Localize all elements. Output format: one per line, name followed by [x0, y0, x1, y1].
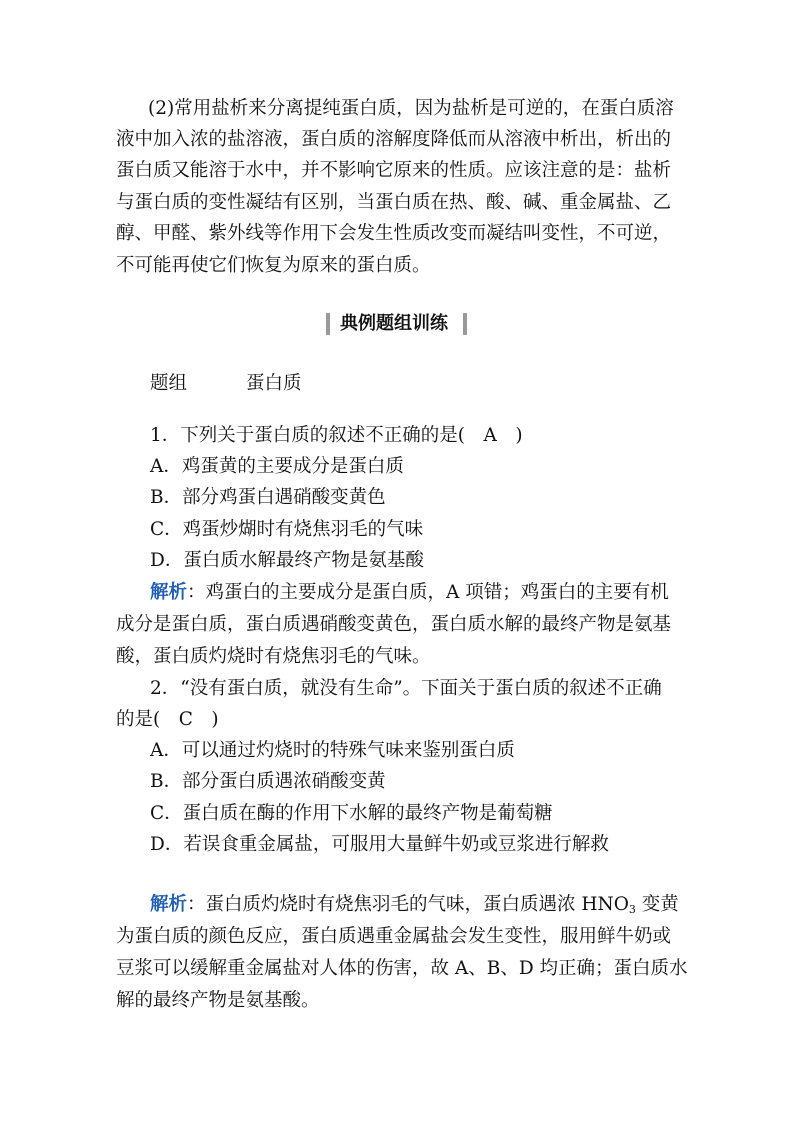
q1-option-c: C．鸡蛋炒煳时有烧焦羽毛的气味 [150, 519, 424, 540]
q1-analysis-line-2: 成分是蛋白质，蛋白质遇硝酸变黄色，蛋白质水解的最终产物是氨基 [116, 614, 672, 635]
q2-analysis-label: 解析 [150, 894, 188, 915]
intro-line-3: 蛋白质又能溶于水中，并不影响它原来的性质。应该注意的是：盐析 [116, 160, 672, 181]
q2-analysis-text-1b: 变黄 [635, 894, 679, 915]
q1-analysis-line-1 [150, 580, 669, 606]
title-bar-left [326, 313, 330, 335]
group-name: 蛋白质 [246, 373, 302, 394]
intro-line-2: 液中加入浓的盐溶液，蛋白质的溶解度降低而从溶液中析出，析出的 [116, 129, 672, 150]
q1-analysis-line-3: 酸，蛋白质灼烧时有烧焦羽毛的气味。 [116, 646, 431, 667]
intro-line-1: (2)常用盐析来分离提纯蛋白质，因为盐析是可逆的，在蛋白质溶 [148, 98, 674, 119]
q2-analysis-line-2: 为蛋白质的颜色反应，蛋白质遇重金属盐会发生变性，服用鲜牛奶或 [116, 926, 672, 947]
intro-line-4: 与蛋白质的变性凝结有区别，当蛋白质在热、酸、碱、重金属盐、乙 [116, 192, 672, 213]
q1-option-a: A．鸡蛋黄的主要成分是蛋白质 [150, 456, 404, 477]
intro-line-5: 醇、甲醛、紫外线等作用下会发生性质改变而凝结叫变性，不可逆， [116, 223, 672, 244]
title-bar-right [463, 313, 467, 335]
q2-analysis-line-4: 解的最终产物是氨基酸。 [116, 990, 320, 1011]
q2-option-a: A．可以通过灼烧时的特殊气味来鉴别蛋白质 [150, 740, 515, 761]
q2-option-d: D．若误食重金属盐，可服用大量鲜牛奶或豆浆进行解救 [150, 834, 609, 855]
q2-stem-line-1: 2．“没有蛋白质，就没有生命”。下面关于蛋白质的叙述不正确 [150, 678, 662, 699]
q2-option-b: B．部分蛋白质遇浓硝酸变黄 [150, 771, 386, 792]
group-label: 题组 [150, 373, 188, 394]
q1-analysis-text-1: ：鸡蛋白的主要成分是蛋白质，A 项错；鸡蛋白的主要有机 [187, 582, 669, 603]
q1-option-b: B．部分鸡蛋白遇硝酸变黄色 [150, 487, 386, 508]
q1-analysis-label: 解析 [150, 582, 188, 603]
q2-analysis-line-1 [150, 892, 679, 918]
q2-stem-line-2: 的是( C ) [116, 709, 219, 730]
q2-option-c: C．蛋白质在酶的作用下水解的最终产物是葡萄糖 [150, 803, 553, 824]
q2-analysis-text-1a: ：蛋白质灼烧时有烧焦羽毛的气味，蛋白质遇浓 HNO [187, 894, 629, 915]
intro-line-6: 不可能再使它们恢复为原来的蛋白质。 [116, 255, 431, 276]
section-title: 典例题组训练 [340, 313, 448, 334]
q1-stem: 1．下列关于蛋白质的叙述不正确的是( A ) [150, 425, 523, 446]
q1-option-d: D．蛋白质水解最终产物是氨基酸 [150, 550, 424, 571]
q2-analysis-subscript: 3 [628, 903, 636, 916]
q2-analysis-line-3: 豆浆可以缓解重金属盐对人体的伤害，故 A、B、D 均正确；蛋白质水 [116, 958, 688, 979]
